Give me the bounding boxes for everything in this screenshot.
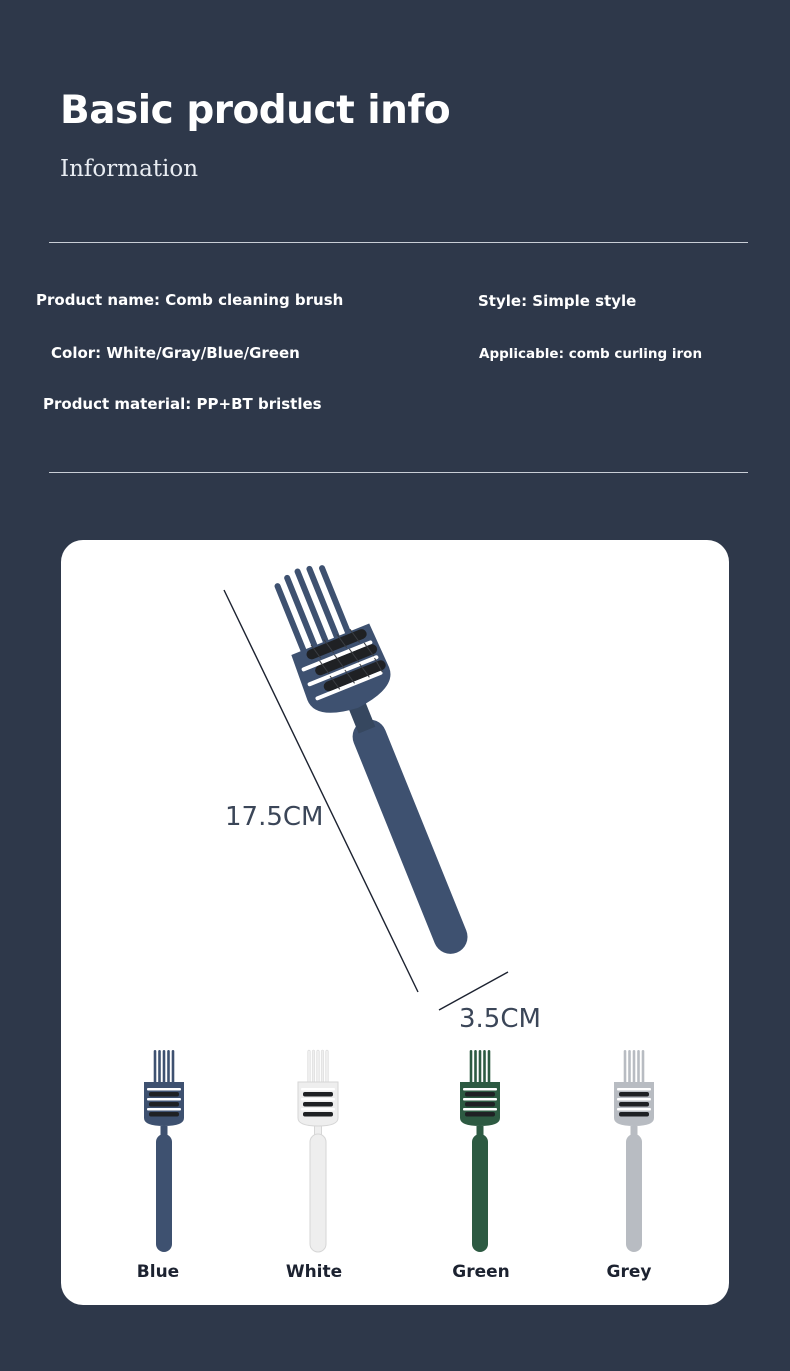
spec-color: Color: White/Gray/Blue/Green <box>51 344 300 362</box>
length-dimension: 17.5CM <box>225 802 324 832</box>
variant-label-blue: Blue <box>136 1262 180 1282</box>
spec-applicable: Applicable: comb curling iron <box>479 346 703 362</box>
variant-brush-green <box>460 1050 500 1252</box>
product-card <box>61 540 729 1305</box>
variant-label-grey: Grey <box>606 1262 652 1282</box>
top-divider <box>49 242 748 243</box>
page-subtitle: Information <box>60 156 199 182</box>
width-dimension: 3.5CM <box>459 1004 541 1034</box>
variant-label-green: Green <box>452 1262 510 1282</box>
variant-brush-white <box>298 1050 338 1252</box>
spec-material: Product material: PP+BT bristles <box>43 395 322 413</box>
variant-brush-grey <box>614 1050 654 1252</box>
spec-product-name: Product name: Comb cleaning brush <box>36 291 344 309</box>
bottom-divider <box>49 472 748 473</box>
spec-style: Style: Simple style <box>478 292 637 310</box>
variant-brush-blue <box>144 1050 184 1252</box>
page-title: Basic product info <box>60 88 451 133</box>
variant-label-white: White <box>285 1262 343 1282</box>
variant-brushes <box>61 540 729 1305</box>
